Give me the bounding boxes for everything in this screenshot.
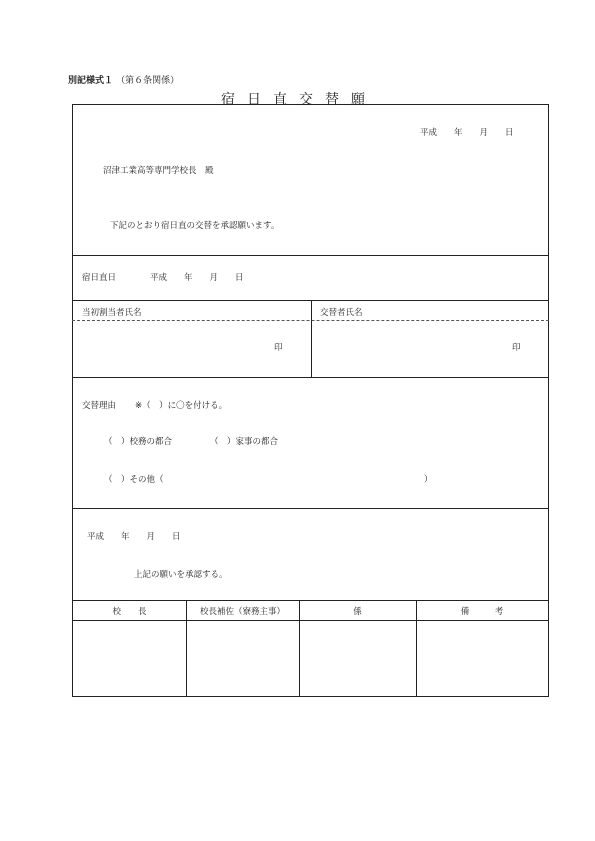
approval-date: 平成 年 月 日 bbox=[87, 532, 181, 542]
table-column-divider bbox=[186, 600, 187, 696]
request-body: 下記のとおり宿日直の交替を承認願います。 bbox=[110, 221, 280, 231]
reason-option-school: （ ）校務の都合 bbox=[104, 437, 173, 447]
substitute-seal: 印 bbox=[512, 343, 521, 353]
stamp-header-staff: 係 bbox=[353, 607, 362, 617]
assigned-person-label: 当初割当者氏名 bbox=[82, 308, 142, 318]
divider bbox=[72, 600, 549, 601]
form-label: 別記様式１ bbox=[68, 76, 114, 86]
reason-option-other: （ ）その他（ bbox=[104, 475, 164, 485]
stamp-header-deputy: 校長補佐（寮務主事） bbox=[199, 607, 285, 617]
divider bbox=[72, 255, 549, 256]
request-date: 平成 年 月 日 bbox=[420, 128, 514, 138]
reason-label: 交替理由 bbox=[82, 401, 117, 411]
reason-instruction: ※（ ）に〇を付ける。 bbox=[135, 401, 228, 411]
assigned-seal: 印 bbox=[274, 343, 283, 353]
reason-option-family: （ ）家事の都合 bbox=[210, 437, 279, 447]
stamp-header-principal: 校 長 bbox=[112, 607, 147, 617]
divider bbox=[72, 377, 549, 378]
table-header-divider bbox=[72, 620, 549, 621]
divider bbox=[72, 508, 549, 509]
duty-date-label: 宿日直日 bbox=[82, 273, 117, 283]
column-divider bbox=[311, 300, 312, 377]
duty-date-value: 平成 年 月 日 bbox=[150, 273, 244, 283]
article-reference: （第６条関係） bbox=[116, 76, 180, 86]
table-column-divider bbox=[416, 600, 417, 696]
reason-option-other-close: ） bbox=[424, 475, 433, 485]
addressee: 沼津工業高等専門学校長 殿 bbox=[103, 166, 214, 176]
stamp-header-remarks: 備 考 bbox=[460, 607, 504, 617]
table-column-divider bbox=[299, 600, 300, 696]
document-title: 宿日直交替願 bbox=[221, 92, 377, 108]
approval-text: 上記の願いを承認する。 bbox=[134, 570, 228, 580]
substitute-person-label: 交替者氏名 bbox=[320, 308, 363, 318]
form-number bbox=[68, 73, 179, 86]
